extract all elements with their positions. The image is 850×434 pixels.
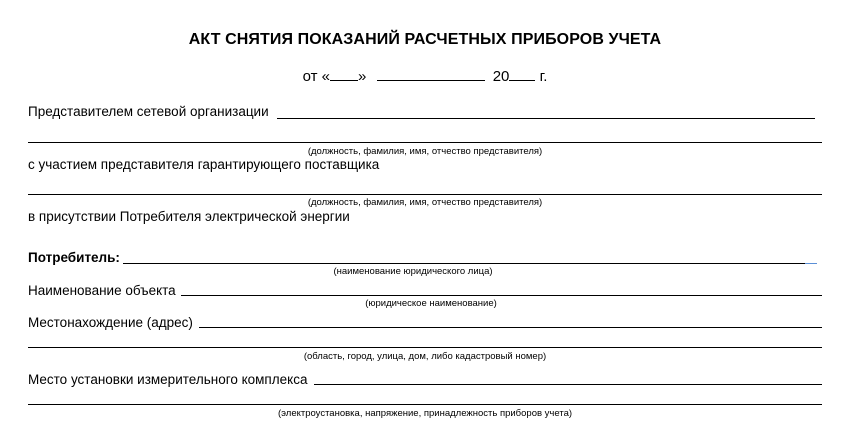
date-prefix: от « [302, 68, 331, 85]
location-field-2[interactable] [28, 347, 822, 348]
object-name-label: Наименование объекта [28, 283, 176, 298]
year-blank[interactable] [509, 66, 535, 81]
month-blank[interactable] [377, 66, 485, 81]
location-hint: (область, город, улица, дом, либо кадастровый номер) [303, 351, 547, 362]
install-place-field[interactable] [314, 384, 822, 385]
document-title: АКТ СНЯТИЯ ПОКАЗАНИЙ РАСЧЕТНЫХ ПРИБОРОВ УЧЕТА [188, 31, 662, 48]
date-line [0, 66, 850, 87]
cursor-accent [805, 263, 817, 264]
network-rep-field-2[interactable] [28, 142, 822, 143]
install-place-hint: (электроустановка, напряжение, принадлежность приборов учета) [277, 408, 573, 419]
date-suffix: г. [539, 68, 548, 85]
consumer-field[interactable] [123, 263, 810, 264]
object-name-field[interactable] [181, 295, 822, 296]
network-rep-field[interactable] [277, 118, 815, 119]
network-rep-label: Представителем сетевой организации [28, 104, 269, 119]
network-rep-hint: (должность, фамилия, имя, отчество представителя) [307, 146, 543, 157]
object-name-hint: (юридическое наименование) [365, 298, 497, 309]
location-label: Местонахождение (адрес) [28, 315, 193, 330]
supplier-rep-field[interactable] [28, 194, 822, 195]
install-place-field-2[interactable] [28, 404, 822, 405]
supplier-rep-hint: (должность, фамилия, имя, отчество представителя) [307, 197, 543, 208]
day-blank[interactable] [330, 66, 358, 81]
location-field[interactable] [199, 327, 822, 328]
install-place-label: Место установки измерительного комплекса [28, 372, 308, 387]
date-close-quote: » [358, 68, 367, 85]
consumer-presence-label: в присутствии Потребителя электрической энергии [28, 209, 350, 224]
consumer-hint: (наименование юридического лица) [333, 266, 493, 277]
year-prefix: 20 [492, 68, 510, 85]
consumer-label: Потребитель: [28, 250, 120, 265]
supplier-rep-label: с участием представителя гарантирующего поставщика [28, 157, 380, 172]
